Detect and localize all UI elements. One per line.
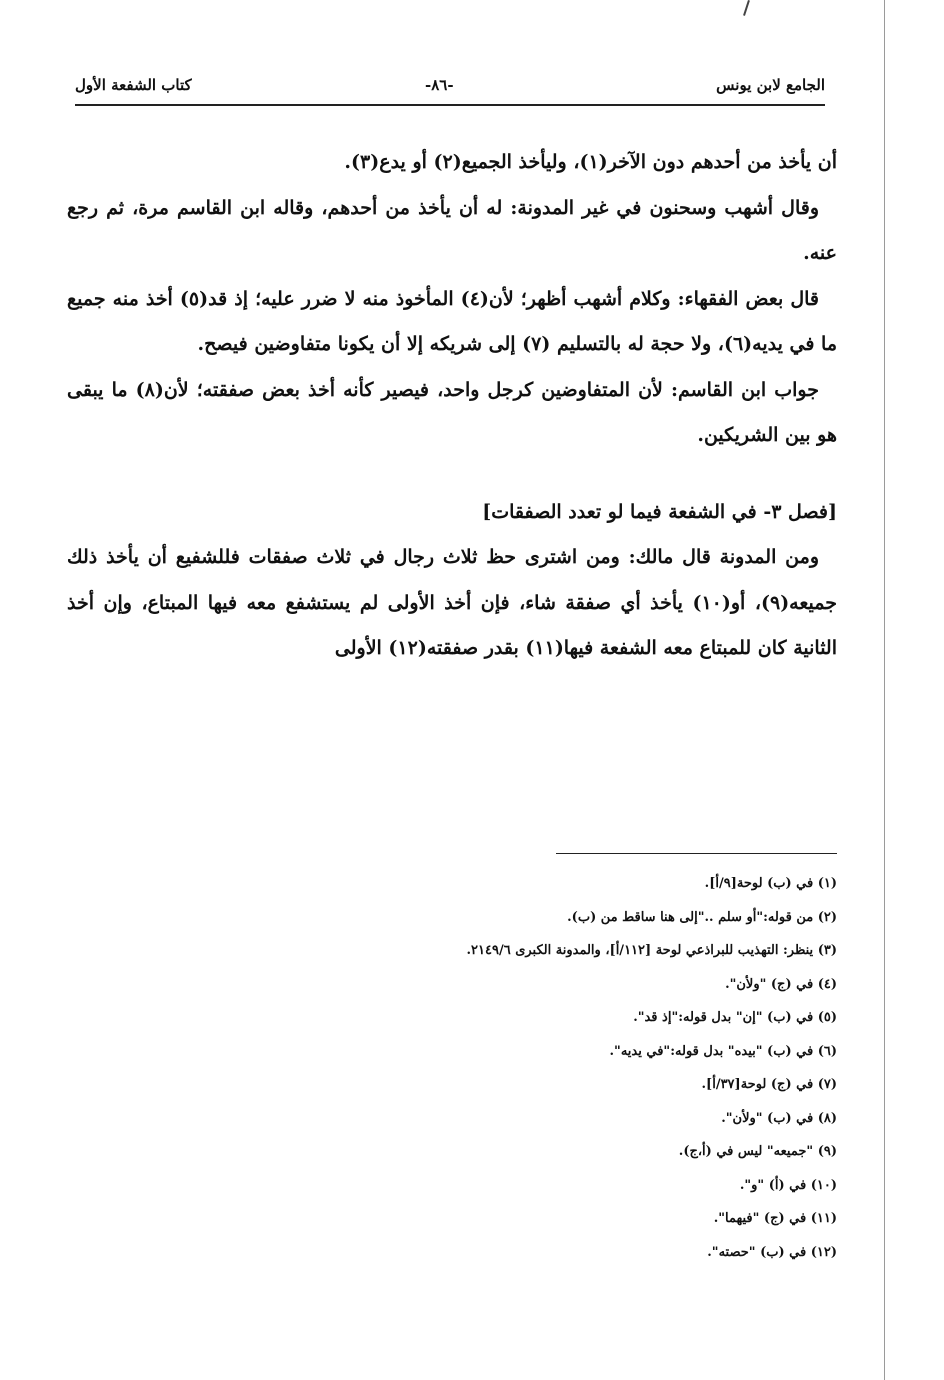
footnote: (١٠) في (أ) "و".	[739, 1177, 837, 1193]
footnote-divider	[556, 853, 837, 854]
section-heading: [فصل ٣- في الشفعة فيما لو تعدد الصفقات]	[482, 500, 837, 523]
running-header	[75, 76, 825, 102]
header-book-title: الجامع لابن يونس	[716, 76, 825, 94]
footnotes	[277, 867, 837, 1269]
footnote: (٤) في (ج) "ولأن".	[725, 976, 837, 992]
footnote: (١١) في (ج) "فيهما".	[713, 1211, 837, 1226]
paragraph: قال بعض الفقهاء: وكلام أشهب أظهر؛ لأن(٤) المأخوذ منه لا ضرر عليه؛ إذ قد(٥) أخذ منه جميع ما في يديه(٦)، ولا حجة له بالتسليم (٧) إلى شريكه إلا أن يكونا متفاوضين فيصح.	[67, 287, 837, 355]
footnote: (١٢) في (ب) "حصته".	[707, 1244, 837, 1260]
footnote: (٩) "جميعه" ليس في (أ،ج).	[678, 1144, 837, 1159]
footnote: (١) في (ب) لوحة[٩/أ].	[704, 876, 837, 891]
paragraph: ومن المدونة قال مالك: ومن اشترى حظ ثلاث رجال في ثلاث صفقات فللشفيع أن يأخذ ذلك جميعه(٩)، أو(١٠) يأخذ أي صفقة شاء، فإن أخذ الأولى لم يستشفع معه فيها المبتاع، وإن أخذ الثانية كان للمبتاع معه الشفعة فيها(١١) بقدر صفقته(١٢) الأولى	[67, 546, 837, 659]
pen-mark	[743, 0, 750, 16]
paragraph: أن يأخذ من أحدهم دون الآخر(١)، وليأخذ الجميع(٢) أو يدع(٣).	[344, 151, 837, 173]
footnote: (٦) في (ب) "بيده" بدل قوله:"في يديه".	[609, 1043, 837, 1059]
scan-edge-line	[884, 0, 885, 1380]
footnote: (٧) في (ج) لوحة[٣٧/أ].	[701, 1077, 837, 1092]
paragraph: جواب ابن القاسم: لأن المتفاوضين كرجل واحد، فيصير كأنه أخذ بعض صفقته؛ لأن(٨) ما يبقى هو بين الشريكين.	[67, 378, 837, 446]
header-divider	[75, 104, 825, 106]
footnote: (٨) في (ب) "ولأن".	[721, 1110, 837, 1126]
footnote: (٥) في (ب) "إن" بدل قوله:"إذ قد".	[633, 1010, 837, 1025]
header-chapter-title: كتاب الشفعة الأول	[75, 76, 192, 94]
header-page-number: -٨٦-	[425, 76, 454, 94]
main-text	[67, 140, 837, 672]
paragraph: وقال أشهب وسحنون في غير المدونة: له أن يأخذ من أحدهم، وقاله ابن القاسم مرة، ثم رجع عنه.	[67, 196, 837, 264]
footnote: (٢) من قوله:"أو سلم .."إلى هنا ساقط من (ب).	[567, 909, 837, 925]
footnote: (٣) ينظر: التهذيب للبراذعي لوحة [١١٢/أ]، والمدونة الكبرى ٢١٤٩/٦.	[466, 943, 837, 958]
